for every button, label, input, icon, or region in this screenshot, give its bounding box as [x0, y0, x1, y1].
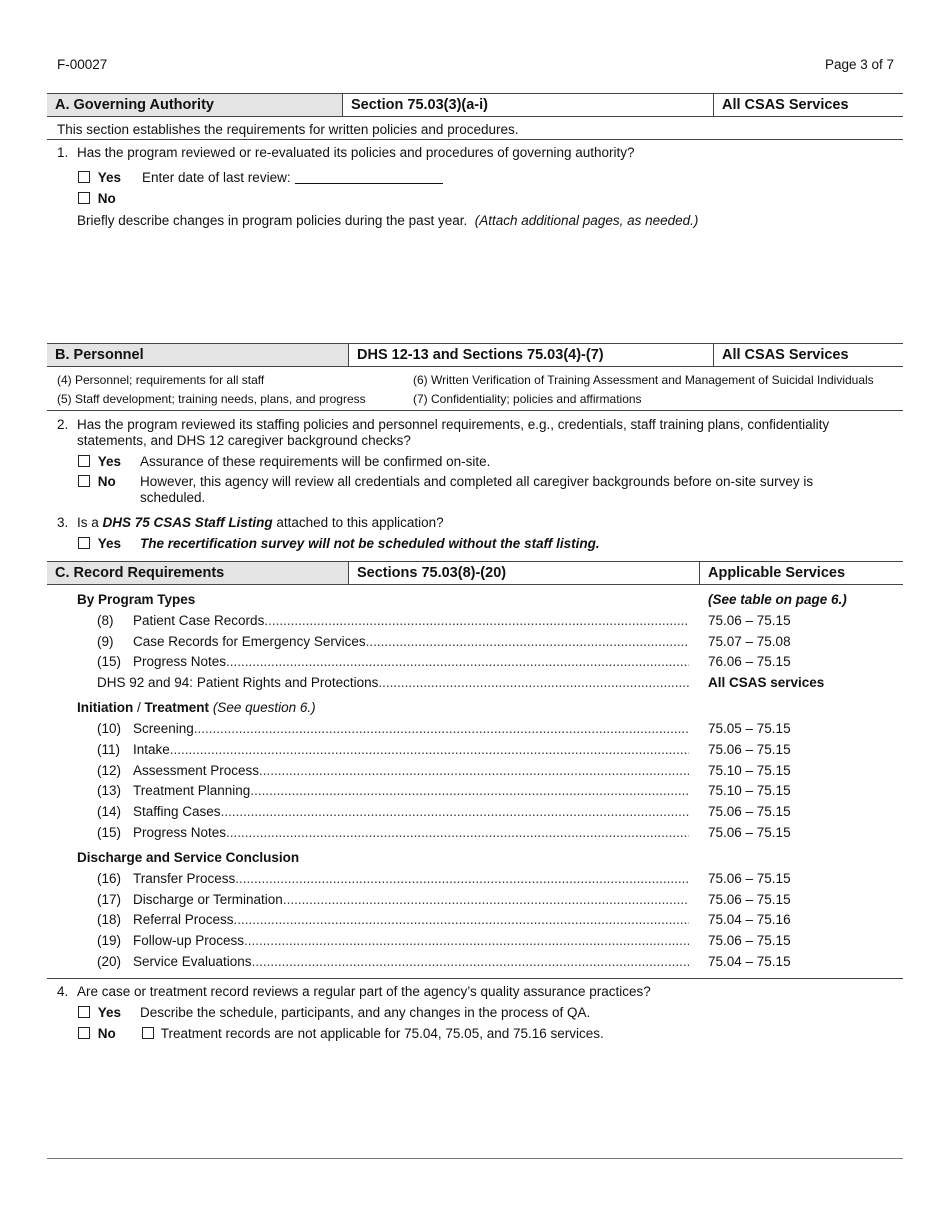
- group2-note: (See question 6.): [212, 700, 316, 715]
- section-b-services: All CSAS Services: [722, 347, 849, 363]
- item-services: 75.10 – 75.15: [708, 783, 791, 798]
- section-c-reference: Sections 75.03(8)-(20): [349, 562, 700, 584]
- group2-heading: [77, 700, 316, 715]
- q4-no-na-option[interactable]: [142, 1026, 604, 1041]
- q1-yes-label: Yes: [97, 170, 122, 185]
- section-a-header: [47, 93, 903, 117]
- dot-leader: [235, 871, 689, 886]
- q2-text-line1: Has the program reviewed its staffing policies and personnel requirements, e.g., credentials, staff training plans, confidentiality: [77, 417, 830, 432]
- q2-no-option[interactable]: [78, 474, 116, 489]
- divider: [47, 139, 903, 140]
- q1-number: 1.: [57, 145, 69, 160]
- list-item: [97, 721, 689, 736]
- q1-yes-checkbox[interactable]: [78, 171, 90, 183]
- group1-note: (See table on page 6.): [708, 592, 847, 607]
- item-number: (10): [97, 721, 122, 736]
- list-item: [97, 742, 689, 757]
- list-item: [97, 675, 689, 690]
- section-c-services: Applicable Services: [708, 565, 846, 581]
- q4-na-checkbox[interactable]: [142, 1027, 154, 1039]
- q4-no-label: No: [97, 1026, 116, 1041]
- q2-yes-option[interactable]: [78, 454, 121, 469]
- q4-no-option[interactable]: [78, 1026, 116, 1041]
- dot-leader: [234, 912, 689, 927]
- item-label: Progress Notes: [133, 825, 227, 840]
- group3-title: Discharge and Service Conclusion: [77, 850, 300, 865]
- item-label: Follow-up Process: [133, 933, 245, 948]
- section-a-intro: This section establishes the requirements for written policies and procedures.: [57, 122, 519, 137]
- dot-leader: [283, 892, 689, 907]
- q1-no-option[interactable]: [78, 191, 116, 206]
- divider: [47, 410, 903, 411]
- personnel-item-6: (6) Written Verification of Training Assessment and Management of Suicidal Individuals: [413, 373, 874, 387]
- item-number: (13): [97, 783, 122, 798]
- item-label: Referral Process: [133, 912, 234, 927]
- group1-title: By Program Types: [77, 592, 196, 607]
- q3-suffix: attached to this application?: [276, 515, 444, 530]
- q2-no-label: No: [97, 474, 116, 489]
- item-services: 75.06 – 75.15: [708, 892, 791, 907]
- item-label: DHS 92 and 94: Patient Rights and Protections: [97, 675, 379, 690]
- item-number: (11): [97, 742, 121, 757]
- section-b-reference: DHS 12-13 and Sections 75.03(4)-(7): [349, 344, 714, 366]
- item-label: Staffing Cases: [133, 804, 221, 819]
- item-number: (19): [97, 933, 122, 948]
- dot-leader: [194, 721, 689, 736]
- dot-leader: [259, 763, 689, 778]
- item-services: 75.06 – 75.15: [708, 825, 791, 840]
- dot-leader: [244, 933, 689, 948]
- q3-doc: DHS 75 CSAS Staff Listing: [102, 515, 273, 530]
- q4-yes-checkbox[interactable]: [78, 1006, 90, 1018]
- section-a-title: A. Governing Authority: [47, 94, 343, 116]
- dot-leader: [226, 825, 689, 840]
- q1-no-checkbox[interactable]: [78, 192, 90, 204]
- item-services: 75.06 – 75.15: [708, 742, 791, 757]
- item-services: 75.04 – 75.16: [708, 912, 791, 927]
- q4-no-checkbox[interactable]: [78, 1027, 90, 1039]
- item-services: 75.07 – 75.08: [708, 634, 791, 649]
- section-a-services: All CSAS Services: [722, 97, 849, 113]
- q4-yes-text: Describe the schedule, participants, and any changes in the process of QA.: [140, 1005, 591, 1020]
- q2-no-checkbox[interactable]: [78, 475, 90, 487]
- section-b-title: B. Personnel: [47, 344, 349, 366]
- list-item: [97, 634, 689, 649]
- item-label: Discharge or Termination: [133, 892, 283, 907]
- q1-describe-text: Briefly describe changes in program policies during the past year.: [77, 213, 468, 228]
- item-services: 75.06 – 75.15: [708, 871, 791, 886]
- q4-text: Are case or treatment record reviews a regular part of the agency’s quality assurance practices?: [77, 984, 651, 999]
- list-item: [97, 933, 689, 948]
- q2-yes-label: Yes: [97, 454, 122, 469]
- item-label: Transfer Process: [133, 871, 236, 886]
- list-item: [97, 912, 689, 927]
- q3-yes-text: The recertification survey will not be scheduled without the staff listing.: [140, 536, 600, 551]
- item-label: Progress Notes: [133, 654, 227, 669]
- item-number: (16): [97, 871, 122, 886]
- q2-text-line2: statements, and DHS 12 caregiver background checks?: [77, 433, 411, 448]
- q3-number: 3.: [57, 515, 69, 530]
- item-services: 75.04 – 75.15: [708, 954, 791, 969]
- item-label: Intake: [133, 742, 170, 757]
- q1-date-input[interactable]: [295, 171, 443, 184]
- page-indicator: Page 3 of 7: [824, 57, 894, 72]
- list-item: [97, 654, 689, 669]
- item-number: (18): [97, 912, 122, 927]
- item-services: 76.06 – 75.15: [708, 654, 791, 669]
- item-number: (8): [97, 613, 114, 628]
- q4-yes-option[interactable]: [78, 1005, 121, 1020]
- item-number: (20): [97, 954, 122, 969]
- dot-leader: [221, 804, 689, 819]
- q4-number: 4.: [57, 984, 69, 999]
- item-number: (15): [97, 825, 122, 840]
- list-item: [97, 871, 689, 886]
- q1-describe: [77, 213, 698, 228]
- list-item: [97, 804, 689, 819]
- list-item: [97, 954, 689, 969]
- personnel-item-4: (4) Personnel; requirements for all staff: [57, 373, 265, 387]
- q1-date-field[interactable]: [142, 170, 443, 185]
- item-label: Treatment Planning: [133, 783, 251, 798]
- personnel-item-5: (5) Staff development; training needs, plans, and progress: [57, 392, 366, 406]
- footer-divider: [47, 1158, 903, 1159]
- item-number: (12): [97, 763, 122, 778]
- item-services: 75.05 – 75.15: [708, 721, 791, 736]
- q3-prefix: Is a: [77, 515, 99, 530]
- dot-leader: [226, 654, 689, 669]
- group2-sep: /: [133, 700, 145, 715]
- q3-yes-label: Yes: [97, 536, 122, 551]
- item-services: All CSAS services: [708, 675, 825, 690]
- q2-no-text-line2: scheduled.: [140, 490, 206, 505]
- q2-no-text-line1: However, this agency will review all credentials and completed all caregiver backgrounds before on-site survey is: [140, 474, 814, 489]
- dot-leader: [252, 954, 689, 969]
- section-a-reference: Section 75.03(3)(a-i): [343, 94, 714, 116]
- q1-yes-option[interactable]: [78, 170, 121, 185]
- q3-yes-option[interactable]: [78, 536, 121, 551]
- list-item: [97, 783, 689, 798]
- divider: [47, 978, 903, 979]
- form-number: F-00027: [57, 57, 108, 72]
- item-services: 75.06 – 75.15: [708, 933, 791, 948]
- item-services: 75.06 – 75.15: [708, 804, 791, 819]
- q4-yes-label: Yes: [97, 1005, 122, 1020]
- q4-no-text: Treatment records are not applicable for 75.04, 75.05, and 75.16 services.: [160, 1026, 604, 1041]
- dot-leader: [366, 634, 689, 649]
- dot-leader: [250, 783, 689, 798]
- personnel-item-7: (7) Confidentiality; policies and affirmations: [413, 392, 642, 406]
- list-item: [97, 892, 689, 907]
- q2-yes-text: Assurance of these requirements will be confirmed on-site.: [140, 454, 491, 469]
- q2-yes-checkbox[interactable]: [78, 455, 90, 467]
- q2-number: 2.: [57, 417, 69, 432]
- item-label: Case Records for Emergency Services: [133, 634, 366, 649]
- section-c-header: [47, 561, 903, 585]
- dot-leader: [378, 675, 689, 690]
- q1-no-label: No: [97, 191, 116, 206]
- group2-title2: Treatment: [144, 700, 210, 715]
- q1-date-prompt: Enter date of last review:: [142, 170, 291, 185]
- item-number: (15): [97, 654, 122, 669]
- item-label: Service Evaluations: [133, 954, 252, 969]
- section-b-header: [47, 343, 903, 367]
- q3-text: [77, 515, 444, 530]
- item-number: (14): [97, 804, 122, 819]
- q3-yes-checkbox[interactable]: [78, 537, 90, 549]
- item-label: Patient Case Records: [133, 613, 265, 628]
- list-item: [97, 825, 689, 840]
- q1-describe-note: (Attach additional pages, as needed.): [474, 213, 699, 228]
- section-c-title: C. Record Requirements: [47, 562, 349, 584]
- group2-title: Initiation: [77, 700, 134, 715]
- list-item: [97, 763, 689, 778]
- item-services: 75.06 – 75.15: [708, 613, 791, 628]
- item-number: (9): [97, 634, 114, 649]
- list-item: [97, 613, 689, 628]
- q1-text: Has the program reviewed or re-evaluated its policies and procedures of governing authority?: [77, 145, 635, 160]
- item-number: (17): [97, 892, 122, 907]
- item-label: Assessment Process: [133, 763, 260, 778]
- dot-leader: [264, 613, 689, 628]
- dot-leader: [170, 742, 689, 757]
- item-label: Screening: [133, 721, 194, 736]
- item-services: 75.10 – 75.15: [708, 763, 791, 778]
